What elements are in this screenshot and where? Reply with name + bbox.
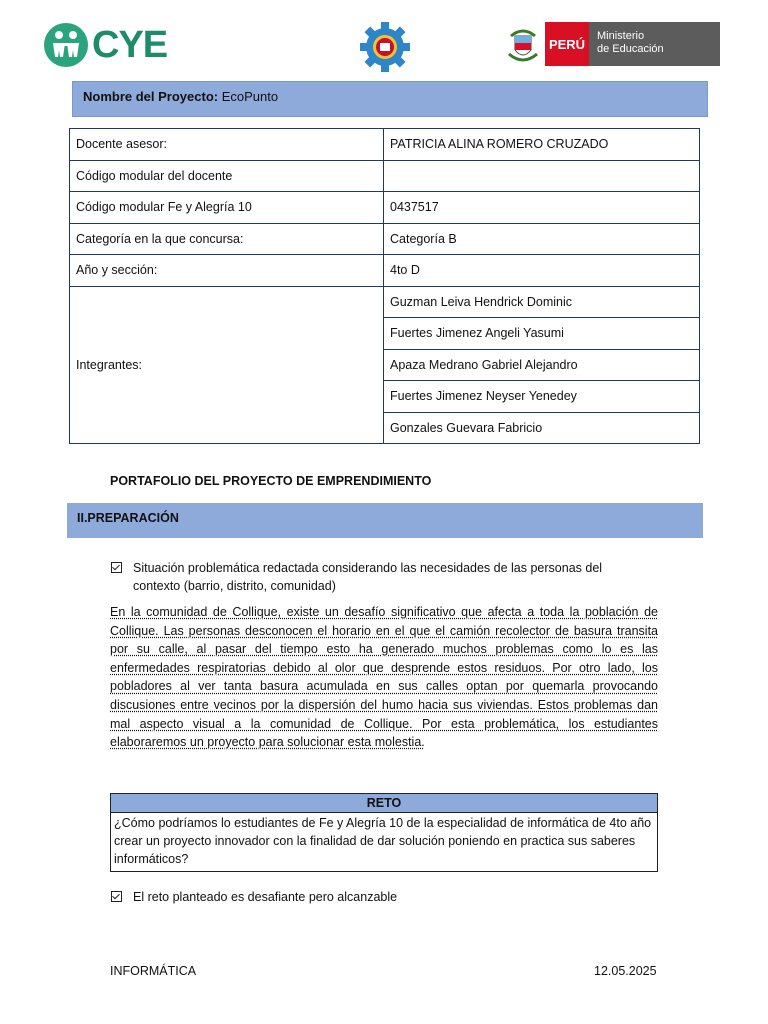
info-label: Año y sección: (70, 255, 384, 287)
info-value: 0437517 (384, 192, 700, 224)
problem-text: En la comunidad de Collique, existe un desafío significativo que afecta a toda la población de Collique. Las personas desconocen el horario en el que el camión recolector de basura transita por su calle, al pasar del tiempo esto ha generado muchos problemas como lo es las enfermedades respiratorias debido al olor que desprende estos residuos. Por otro lado, los pobladores al ver tanta basura acumulada en sus calles optan por quemarla provocando discusiones entre vecinos por la dispersión del humo hacia sus viviendas. Estos problemas dan mal aspecto visual a la comunidad de Collique. Por esta problemática, los estudiantes elaboraremos un proyecto para solucionar esta molestia. (110, 605, 658, 750)
reto-text: ¿Cómo podríamos lo estudiantes de Fe y Alegría 10 de la especialidad de informática de 4to año crear un proyecto innovador con la finalidad de dar solución poniendo en practica sus saberes informáticos? (114, 816, 652, 866)
checklist-item (111, 559, 631, 595)
member-name: Guzman Leiva Hendrick Dominic (384, 286, 700, 318)
checklist-text: Situación problemática redactada considerando las necesidades de las personas del contexto (barrio, distrito, comunidad) (133, 561, 603, 593)
project-name-value: EcoPunto (221, 89, 279, 104)
problem-paragraph (110, 603, 658, 752)
table-row (70, 286, 700, 318)
member-name: Apaza Medrano Gabriel Alejandro (384, 349, 700, 381)
info-value (384, 160, 700, 192)
table-row (70, 192, 700, 224)
member-name: Fuertes Jimenez Angeli Yasumi (384, 318, 700, 350)
children-icon (44, 23, 88, 67)
info-label: Código modular Fe y Alegría 10 (70, 192, 384, 224)
minedu-logo (505, 22, 720, 66)
member-name: Gonzales Guevara Fabricio (384, 412, 700, 444)
info-label: Código modular del docente (70, 160, 384, 192)
table-row (70, 223, 700, 255)
cye-logo (44, 22, 184, 68)
cye-logo-text: CYE (92, 24, 168, 66)
project-name-label: Nombre del Proyecto: (83, 89, 219, 104)
footer-date: 12.05.2025 (594, 964, 657, 978)
footer-subject: INFORMÁTICA (110, 964, 197, 978)
table-row (70, 255, 700, 287)
ministry-line2: de Educación (597, 43, 664, 55)
section-heading: II.PREPARACIÓN (67, 503, 703, 538)
checkbox-checked-icon[interactable] (111, 891, 122, 902)
project-info-table (69, 128, 700, 444)
ministry-line1: Ministerio (597, 30, 645, 42)
info-value: Categoría B (384, 223, 700, 255)
table-row (70, 160, 700, 192)
checklist-item (111, 888, 631, 906)
checkbox-checked-icon[interactable] (111, 562, 122, 573)
project-name-banner (72, 81, 708, 117)
peru-coat-of-arms-icon (505, 22, 541, 66)
reto-title: RETO (111, 794, 657, 813)
table-row (70, 129, 700, 161)
member-name: Fuertes Jimenez Neyser Yenedey (384, 381, 700, 413)
info-label: Categoría en la que concursa: (70, 223, 384, 255)
checklist-text: El reto planteado es desafiante pero alcanzable (133, 890, 398, 904)
peru-label: PERÚ (545, 22, 589, 66)
reto-box (110, 793, 658, 872)
info-label: Docente asesor: (70, 129, 384, 161)
integrantes-label: Integrantes: (70, 286, 384, 444)
gear-emblem-icon (358, 20, 412, 74)
ministry-label (589, 22, 720, 66)
info-value: 4to D (384, 255, 700, 287)
portfolio-title: PORTAFOLIO DEL PROYECTO DE EMPRENDIMIENTO (110, 474, 432, 488)
info-value: PATRICIA ALINA ROMERO CRUZADO (384, 129, 700, 161)
